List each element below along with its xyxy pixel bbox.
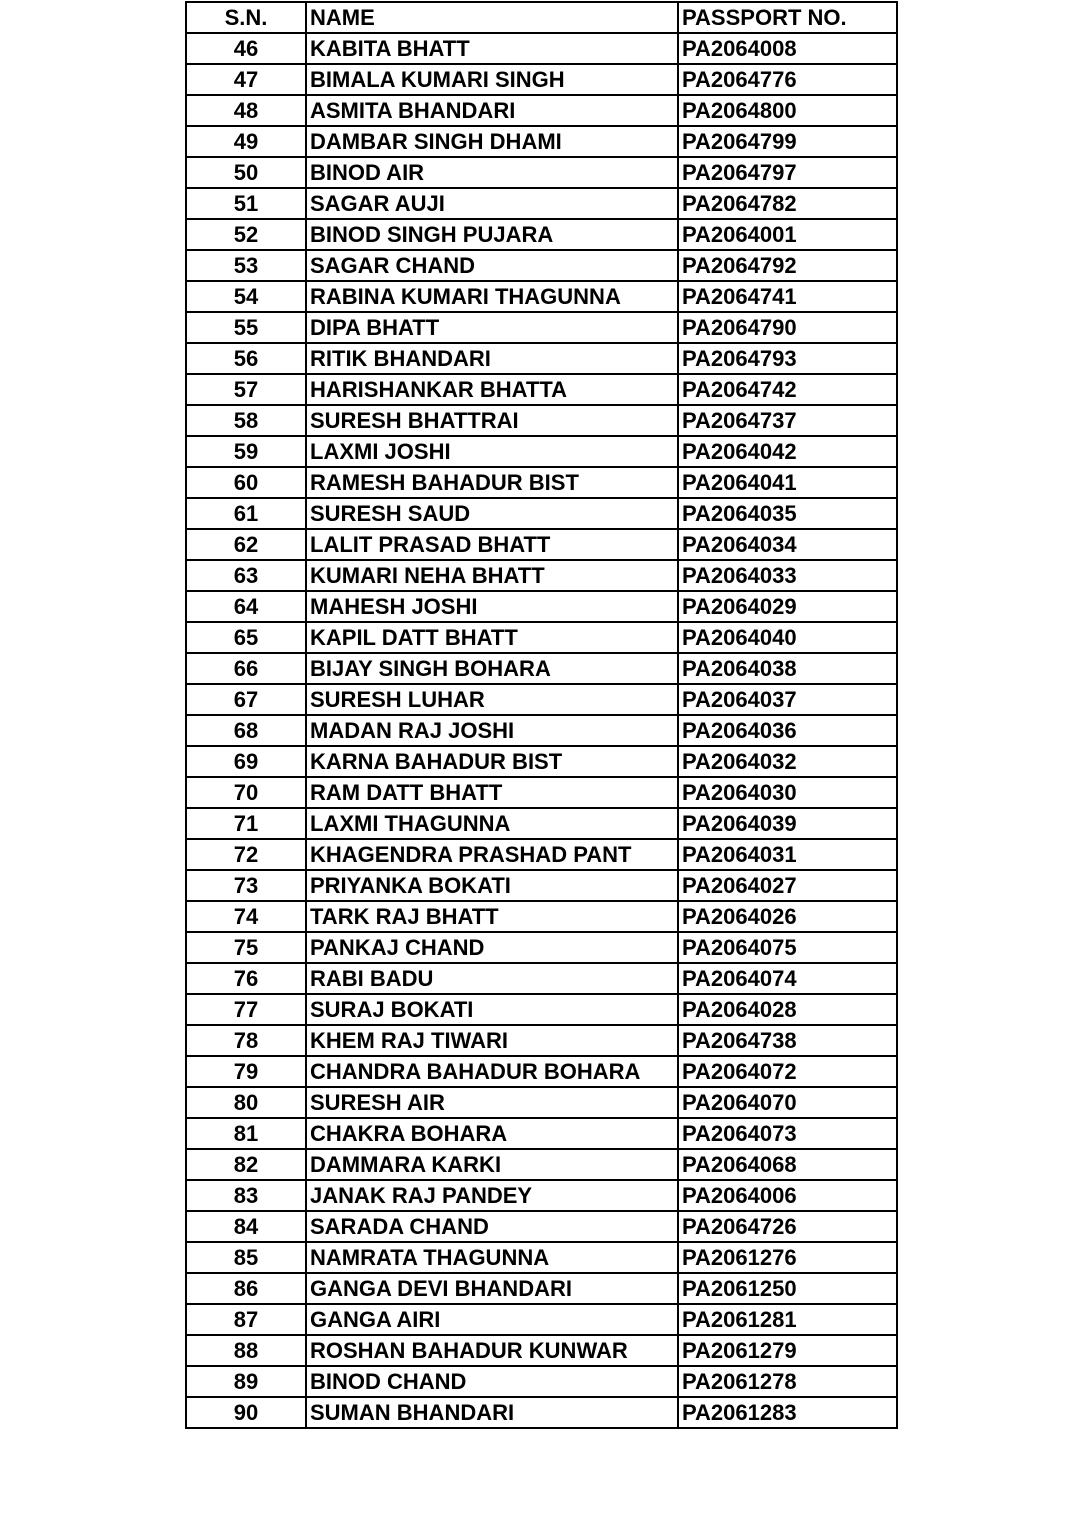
cell-passport-number: PA2064040: [678, 622, 897, 653]
cell-name: SAGAR CHAND: [306, 250, 678, 281]
table-header-row: [186, 2, 897, 33]
cell-name: DAMMARA KARKI: [306, 1149, 678, 1180]
cell-passport-number: PA2064800: [678, 95, 897, 126]
cell-serial-number: 83: [186, 1180, 306, 1211]
cell-passport-number: PA2061281: [678, 1304, 897, 1335]
cell-serial-number: 76: [186, 963, 306, 994]
cell-name: ROSHAN BAHADUR KUNWAR: [306, 1335, 678, 1366]
cell-passport-number: PA2061283: [678, 1397, 897, 1428]
cell-serial-number: 77: [186, 994, 306, 1025]
cell-name: SUMAN BHANDARI: [306, 1397, 678, 1428]
cell-passport-number: PA2064027: [678, 870, 897, 901]
table-row: [186, 963, 897, 994]
table-row: [186, 157, 897, 188]
cell-serial-number: 62: [186, 529, 306, 560]
cell-passport-number: PA2064737: [678, 405, 897, 436]
cell-serial-number: 49: [186, 126, 306, 157]
table-row: [186, 343, 897, 374]
cell-passport-number: PA2064790: [678, 312, 897, 343]
cell-serial-number: 58: [186, 405, 306, 436]
cell-serial-number: 72: [186, 839, 306, 870]
table-row: [186, 1087, 897, 1118]
cell-name: SURESH SAUD: [306, 498, 678, 529]
cell-name: DIPA BHATT: [306, 312, 678, 343]
header-passport-number: PASSPORT NO.: [678, 2, 897, 33]
table-row: [186, 901, 897, 932]
table-row: [186, 1118, 897, 1149]
table-row: [186, 281, 897, 312]
cell-name: KHEM RAJ TIWARI: [306, 1025, 678, 1056]
cell-passport-number: PA2064073: [678, 1118, 897, 1149]
cell-name: LAXMI JOSHI: [306, 436, 678, 467]
cell-serial-number: 74: [186, 901, 306, 932]
table-row: [186, 1056, 897, 1087]
cell-serial-number: 88: [186, 1335, 306, 1366]
cell-name: GANGA DEVI BHANDARI: [306, 1273, 678, 1304]
cell-serial-number: 78: [186, 1025, 306, 1056]
cell-passport-number: PA2064074: [678, 963, 897, 994]
table-row: [186, 126, 897, 157]
table-body: [186, 33, 897, 1428]
cell-serial-number: 84: [186, 1211, 306, 1242]
cell-passport-number: PA2064072: [678, 1056, 897, 1087]
table-row: [186, 436, 897, 467]
cell-serial-number: 50: [186, 157, 306, 188]
table-row: [186, 1180, 897, 1211]
table-row: [186, 622, 897, 653]
cell-serial-number: 66: [186, 653, 306, 684]
table-row: [186, 715, 897, 746]
table-row: [186, 1397, 897, 1428]
cell-name: TARK RAJ BHATT: [306, 901, 678, 932]
table-row: [186, 591, 897, 622]
cell-passport-number: PA2064041: [678, 467, 897, 498]
table-row: [186, 808, 897, 839]
cell-serial-number: 86: [186, 1273, 306, 1304]
table-row: [186, 653, 897, 684]
cell-passport-number: PA2064028: [678, 994, 897, 1025]
cell-name: DAMBAR SINGH DHAMI: [306, 126, 678, 157]
cell-passport-number: PA2064776: [678, 64, 897, 95]
cell-passport-number: PA2061278: [678, 1366, 897, 1397]
cell-serial-number: 60: [186, 467, 306, 498]
table-row: [186, 1025, 897, 1056]
cell-serial-number: 46: [186, 33, 306, 64]
table-row: [186, 219, 897, 250]
cell-name: BINOD SINGH PUJARA: [306, 219, 678, 250]
cell-name: SURESH LUHAR: [306, 684, 678, 715]
table-row: [186, 777, 897, 808]
cell-serial-number: 65: [186, 622, 306, 653]
cell-serial-number: 80: [186, 1087, 306, 1118]
cell-name: LAXMI THAGUNNA: [306, 808, 678, 839]
cell-serial-number: 85: [186, 1242, 306, 1273]
cell-name: RITIK BHANDARI: [306, 343, 678, 374]
cell-passport-number: PA2064039: [678, 808, 897, 839]
cell-serial-number: 53: [186, 250, 306, 281]
cell-passport-number: PA2064026: [678, 901, 897, 932]
cell-passport-number: PA2064029: [678, 591, 897, 622]
table-row: [186, 312, 897, 343]
cell-passport-number: PA2064032: [678, 746, 897, 777]
table-row: [186, 1211, 897, 1242]
cell-name: RAM DATT BHATT: [306, 777, 678, 808]
cell-serial-number: 55: [186, 312, 306, 343]
cell-passport-number: PA2064031: [678, 839, 897, 870]
cell-name: BINOD AIR: [306, 157, 678, 188]
cell-serial-number: 47: [186, 64, 306, 95]
cell-serial-number: 82: [186, 1149, 306, 1180]
cell-passport-number: PA2064033: [678, 560, 897, 591]
cell-name: JANAK RAJ PANDEY: [306, 1180, 678, 1211]
cell-passport-number: PA2064001: [678, 219, 897, 250]
cell-name: CHANDRA BAHADUR BOHARA: [306, 1056, 678, 1087]
cell-serial-number: 87: [186, 1304, 306, 1335]
cell-name: RABINA KUMARI THAGUNNA: [306, 281, 678, 312]
cell-passport-number: PA2064036: [678, 715, 897, 746]
cell-serial-number: 61: [186, 498, 306, 529]
cell-serial-number: 81: [186, 1118, 306, 1149]
table-row: [186, 1149, 897, 1180]
cell-passport-number: PA2061279: [678, 1335, 897, 1366]
cell-name: CHAKRA BOHARA: [306, 1118, 678, 1149]
cell-name: LALIT PRASAD BHATT: [306, 529, 678, 560]
cell-serial-number: 51: [186, 188, 306, 219]
cell-serial-number: 56: [186, 343, 306, 374]
cell-name: BIMALA KUMARI SINGH: [306, 64, 678, 95]
cell-passport-number: PA2064738: [678, 1025, 897, 1056]
cell-serial-number: 54: [186, 281, 306, 312]
table-row: [186, 684, 897, 715]
cell-name: NAMRATA THAGUNNA: [306, 1242, 678, 1273]
cell-name: RABI BADU: [306, 963, 678, 994]
cell-name: KAPIL DATT BHATT: [306, 622, 678, 653]
cell-passport-number: PA2064741: [678, 281, 897, 312]
cell-name: KUMARI NEHA BHATT: [306, 560, 678, 591]
cell-serial-number: 69: [186, 746, 306, 777]
cell-name: BIJAY SINGH BOHARA: [306, 653, 678, 684]
cell-passport-number: PA2064797: [678, 157, 897, 188]
table-row: [186, 405, 897, 436]
table-row: [186, 529, 897, 560]
cell-serial-number: 64: [186, 591, 306, 622]
cell-name: PRIYANKA BOKATI: [306, 870, 678, 901]
cell-serial-number: 71: [186, 808, 306, 839]
cell-name: MAHESH JOSHI: [306, 591, 678, 622]
table-row: [186, 839, 897, 870]
cell-name: SARADA CHAND: [306, 1211, 678, 1242]
cell-name: SURESH AIR: [306, 1087, 678, 1118]
table-row: [186, 560, 897, 591]
cell-serial-number: 57: [186, 374, 306, 405]
cell-serial-number: 48: [186, 95, 306, 126]
table-row: [186, 1273, 897, 1304]
cell-passport-number: PA2064037: [678, 684, 897, 715]
cell-serial-number: 89: [186, 1366, 306, 1397]
table-row: [186, 64, 897, 95]
cell-passport-number: PA2064038: [678, 653, 897, 684]
cell-serial-number: 52: [186, 219, 306, 250]
cell-passport-number: PA2064034: [678, 529, 897, 560]
table-row: [186, 1366, 897, 1397]
cell-passport-number: PA2064793: [678, 343, 897, 374]
cell-passport-number: PA2064742: [678, 374, 897, 405]
cell-passport-number: PA2064070: [678, 1087, 897, 1118]
cell-passport-number: PA2064726: [678, 1211, 897, 1242]
cell-name: SURESH BHATTRAI: [306, 405, 678, 436]
cell-name: SAGAR AUJI: [306, 188, 678, 219]
cell-name: MADAN RAJ JOSHI: [306, 715, 678, 746]
table-row: [186, 870, 897, 901]
table-row: [186, 1304, 897, 1335]
table-row: [186, 374, 897, 405]
cell-passport-number: PA2061276: [678, 1242, 897, 1273]
cell-serial-number: 79: [186, 1056, 306, 1087]
cell-name: KABITA BHATT: [306, 33, 678, 64]
cell-name: KARNA BAHADUR BIST: [306, 746, 678, 777]
cell-name: HARISHANKAR BHATTA: [306, 374, 678, 405]
table-row: [186, 1335, 897, 1366]
table-row: [186, 33, 897, 64]
table-row: [186, 95, 897, 126]
cell-passport-number: PA2064075: [678, 932, 897, 963]
cell-serial-number: 70: [186, 777, 306, 808]
cell-name: ASMITA BHANDARI: [306, 95, 678, 126]
table-row: [186, 467, 897, 498]
table-row: [186, 746, 897, 777]
header-serial-number: S.N.: [186, 2, 306, 33]
table-row: [186, 994, 897, 1025]
cell-passport-number: PA2064008: [678, 33, 897, 64]
table-row: [186, 498, 897, 529]
cell-passport-number: PA2064068: [678, 1149, 897, 1180]
cell-passport-number: PA2061250: [678, 1273, 897, 1304]
cell-name: KHAGENDRA PRASHAD PANT: [306, 839, 678, 870]
cell-serial-number: 67: [186, 684, 306, 715]
cell-passport-number: PA2064782: [678, 188, 897, 219]
table-row: [186, 932, 897, 963]
cell-serial-number: 90: [186, 1397, 306, 1428]
cell-serial-number: 68: [186, 715, 306, 746]
cell-name: GANGA AIRI: [306, 1304, 678, 1335]
cell-serial-number: 59: [186, 436, 306, 467]
cell-passport-number: PA2064799: [678, 126, 897, 157]
cell-serial-number: 63: [186, 560, 306, 591]
cell-passport-number: PA2064035: [678, 498, 897, 529]
cell-serial-number: 73: [186, 870, 306, 901]
table-row: [186, 1242, 897, 1273]
cell-name: SURAJ BOKATI: [306, 994, 678, 1025]
cell-serial-number: 75: [186, 932, 306, 963]
header-name: NAME: [306, 2, 678, 33]
cell-passport-number: PA2064006: [678, 1180, 897, 1211]
cell-name: BINOD CHAND: [306, 1366, 678, 1397]
cell-name: RAMESH BAHADUR BIST: [306, 467, 678, 498]
cell-passport-number: PA2064792: [678, 250, 897, 281]
table-row: [186, 250, 897, 281]
table-row: [186, 188, 897, 219]
cell-passport-number: PA2064030: [678, 777, 897, 808]
cell-passport-number: PA2064042: [678, 436, 897, 467]
cell-name: PANKAJ CHAND: [306, 932, 678, 963]
passport-list-table: [185, 1, 898, 1429]
